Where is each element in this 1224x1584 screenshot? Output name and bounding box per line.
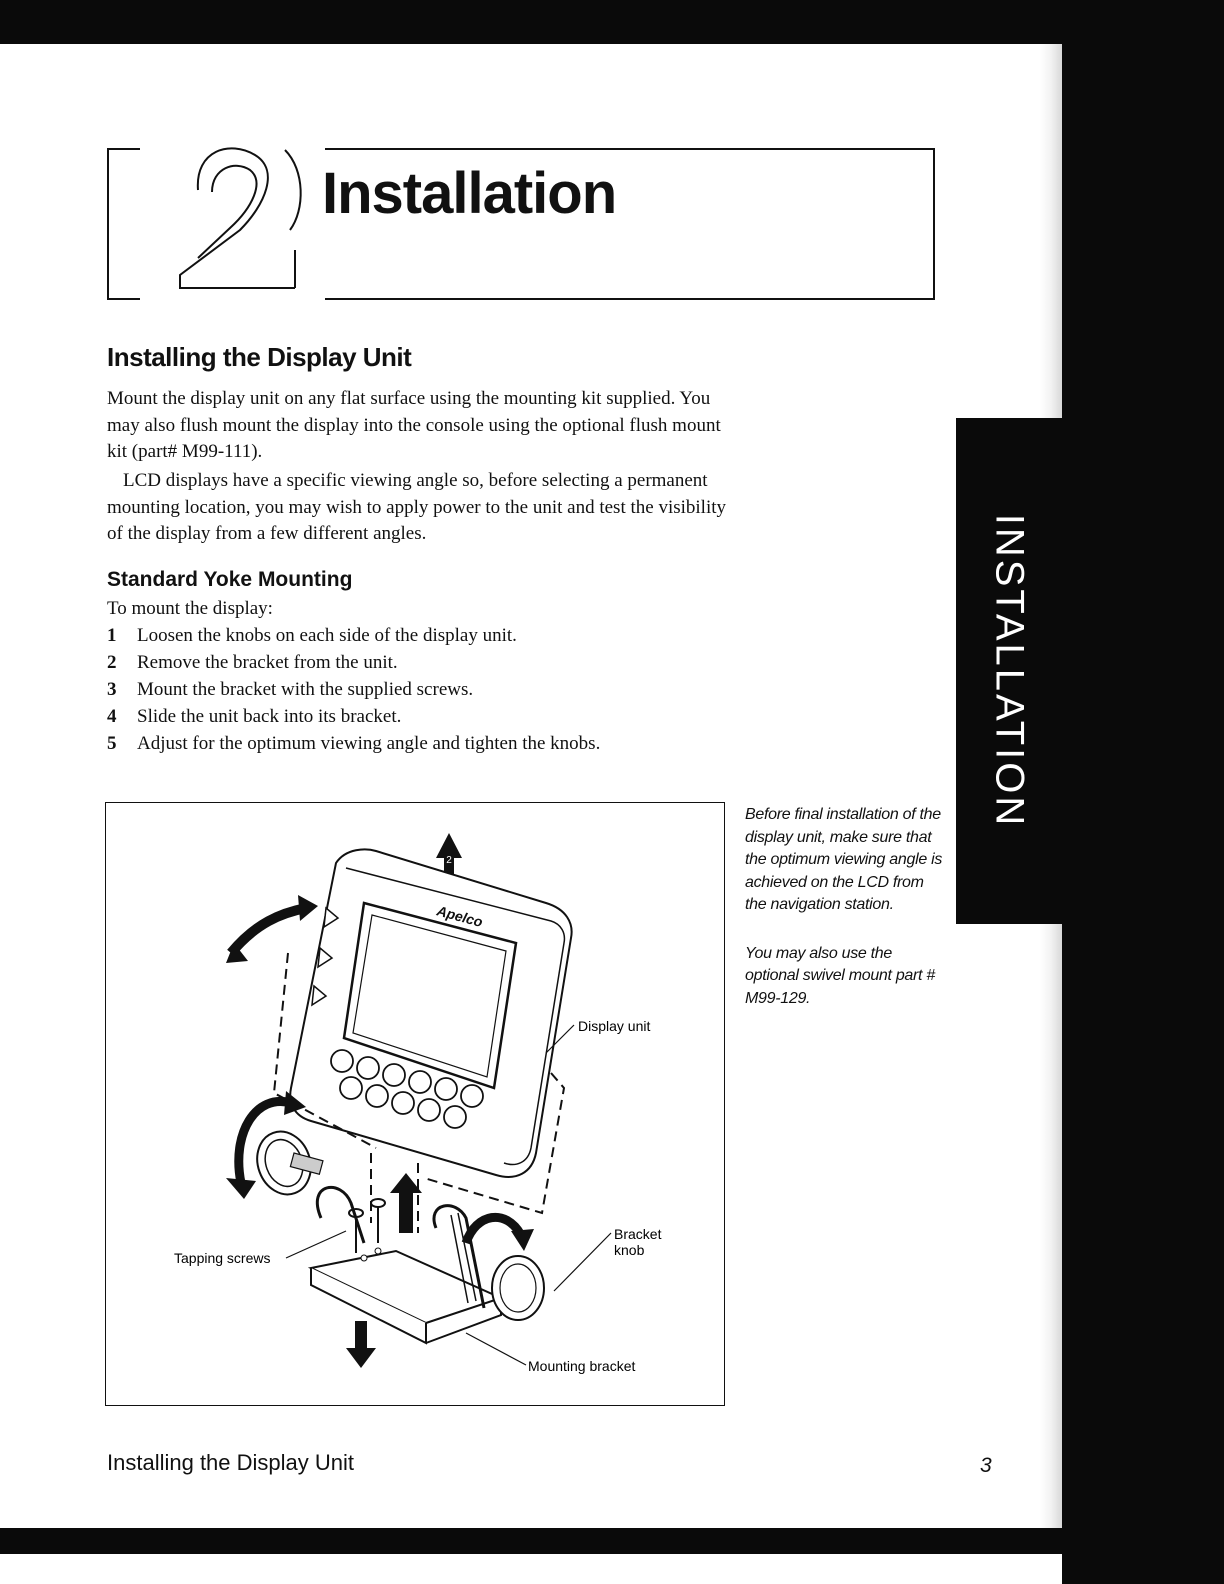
- list-item: [107, 703, 727, 730]
- tapping-screws-label: Tapping screws: [174, 1250, 271, 1266]
- tapping-screws-icon: [349, 1199, 385, 1253]
- step-number: 2: [107, 652, 117, 673]
- bracket-knob-label: Bracket: [614, 1226, 662, 1242]
- intro-paragraph: Mount the display unit on any flat surface using the mounting kit supplied. You may also flush mount the display into the console using the optional flush mount kit (part# M99-111).: [107, 388, 721, 462]
- section-heading: Installing the Display Unit: [107, 342, 412, 372]
- display-unit-label: Display unit: [578, 1018, 651, 1034]
- steps-intro: To mount the display:: [107, 598, 273, 619]
- list-item: [107, 622, 727, 649]
- step-3-arrow-icon: [346, 1321, 376, 1368]
- footer-section-name: Installing the Display Unit: [107, 1450, 355, 1475]
- scan-border-bottom: [0, 1528, 1062, 1554]
- list-item: [107, 649, 727, 676]
- step-number: 3: [107, 679, 117, 700]
- chapter-side-tab: [956, 418, 1062, 924]
- chapter-number-graphic: [140, 110, 330, 300]
- step-text: Mount the bracket with the supplied screws.: [137, 679, 474, 700]
- page-number: 3: [980, 1454, 992, 1477]
- rotate-arrow-icon: [226, 895, 318, 963]
- subsection-heading: Standard Yoke Mounting: [107, 568, 353, 591]
- list-item: [107, 730, 727, 757]
- step-number: 4: [107, 706, 117, 727]
- mounting-bracket-label: Mounting bracket: [528, 1358, 636, 1374]
- margin-note: Before final installation of the display unit, make sure that the optimum viewing angle is achieved on the LCD from the navigation station.: [745, 806, 943, 913]
- viewing-angle-paragraph: LCD displays have a specific viewing angle so, before selecting a permanent mounting location, you may wish to apply power to the unit and test the visibility of the display from a few different angles.: [107, 470, 727, 544]
- bracket-knob-label-2: knob: [614, 1242, 645, 1258]
- scan-border-right: [1062, 30, 1224, 1584]
- step-number: 1: [107, 625, 117, 646]
- list-item: [107, 676, 727, 703]
- step-text: Adjust for the optimum viewing angle and tighten the knobs.: [137, 733, 601, 754]
- mounting-illustration: [106, 803, 726, 1407]
- svg-text:2: 2: [446, 855, 452, 866]
- mounting-steps-list: [107, 622, 727, 757]
- step-text: Remove the bracket from the unit.: [137, 652, 398, 673]
- step-number: 5: [107, 733, 117, 754]
- scan-border-top: [0, 0, 1224, 44]
- chapter-number: 2: [180, 242, 185, 253]
- side-tab-label: INSTALLATION: [987, 513, 1032, 829]
- step-text: Loosen the knobs on each side of the display unit.: [137, 625, 517, 646]
- display-unit-icon: [290, 849, 571, 1177]
- mounting-figure: [105, 802, 725, 1406]
- brand-logo: Apelco: [435, 902, 485, 930]
- step-text: Slide the unit back into its bracket.: [137, 706, 402, 727]
- margin-notes: [745, 804, 945, 1036]
- margin-note: You may also use the optional swivel mount part # M99-129.: [745, 944, 935, 1007]
- chapter-title: Installation: [322, 161, 617, 226]
